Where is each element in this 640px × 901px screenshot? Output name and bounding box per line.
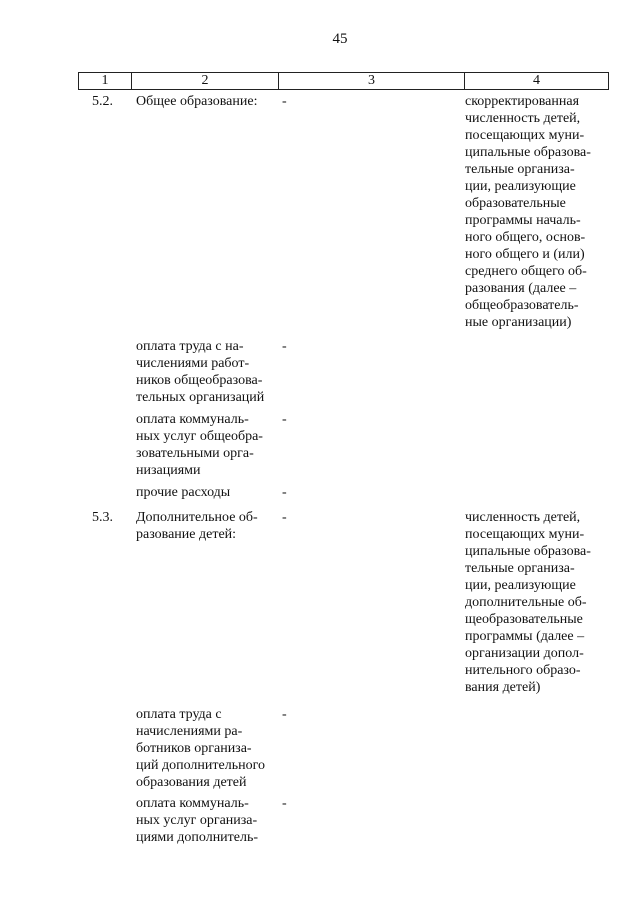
row-note-line: вания детей) — [465, 680, 541, 695]
row-name-line: ников общеобразова- — [136, 373, 263, 388]
row-name — [136, 509, 286, 543]
row-value-dash: - — [282, 339, 287, 354]
row-name-line: числениями работ- — [136, 356, 250, 371]
row-number: 5.3. — [92, 510, 113, 525]
row-note — [465, 93, 615, 331]
row-note-line: нительного образо- — [465, 663, 581, 678]
table-header-row — [78, 72, 609, 90]
row-note-line: разования (далее – — [465, 281, 577, 296]
row-note-line: образовательные — [465, 196, 566, 211]
row-note-line: численность детей, — [465, 111, 581, 126]
row-value-dash: - — [282, 510, 287, 525]
row-name-line: ботников организа- — [136, 741, 252, 756]
row-name-line: прочие расходы — [136, 485, 231, 500]
row-name-line: образования детей — [136, 775, 247, 790]
header-col-1: 1 — [79, 73, 132, 89]
row-name-line: ций дополнительного — [136, 758, 265, 773]
row-note-line: посещающих муни- — [465, 527, 585, 542]
row-note-line: программы началь- — [465, 213, 581, 228]
header-col-2: 2 — [132, 73, 279, 89]
page-number: 45 — [332, 31, 348, 47]
row-name-line: оплата труда с — [136, 707, 222, 722]
row-name-line: оплата коммуналь- — [136, 412, 249, 427]
row-value-dash: - — [282, 707, 287, 722]
header-col-3: 3 — [279, 73, 465, 89]
row-name — [136, 411, 286, 479]
row-note-line: дополнительные об- — [465, 595, 587, 610]
row-note-line: ципальные образова- — [465, 145, 591, 160]
row-name-line: оплата коммуналь- — [136, 796, 249, 811]
row-value-dash: - — [282, 796, 287, 811]
row-note-line: тельные организа- — [465, 561, 575, 576]
row-name-line: оплата труда с на- — [136, 339, 244, 354]
row-name — [136, 795, 286, 846]
row-note-line: скорректированная — [465, 94, 580, 109]
row-name-line: тельных организаций — [136, 390, 265, 405]
row-note-line: ципальные образова- — [465, 544, 591, 559]
row-note-line: общеобразователь- — [465, 298, 579, 313]
row-note-line: ции, реализующие — [465, 179, 576, 194]
row-number: 5.2. — [92, 94, 113, 109]
row-name-line: Общее образование: — [136, 94, 258, 109]
row-note-line: ные организации) — [465, 315, 572, 330]
row-name — [136, 338, 286, 406]
row-note-line: посещающих муни- — [465, 128, 585, 143]
row-name-line: Дополнительное об- — [136, 510, 258, 525]
row-note-line: численность детей, — [465, 510, 581, 525]
row-note-line: тельные организа- — [465, 162, 575, 177]
row-note-line: программы (далее – — [465, 629, 585, 644]
row-name-line: ных услуг общеобра- — [136, 429, 263, 444]
row-value-dash: - — [282, 412, 287, 427]
header-col-4: 4 — [533, 73, 540, 88]
row-name-line: ных услуг организа- — [136, 813, 258, 828]
row-name-line: циями дополнитель- — [136, 830, 259, 845]
row-note-line: организации допол- — [465, 646, 584, 661]
row-name-line: начислениями ра- — [136, 724, 243, 739]
row-name-line: зовательными орга- — [136, 446, 254, 461]
row-value-dash: - — [282, 485, 287, 500]
row-name-line: низациями — [136, 463, 201, 478]
row-name-line: разование детей: — [136, 527, 237, 542]
row-note-line: ного общего, основ- — [465, 230, 586, 245]
row-note-line: ции, реализующие — [465, 578, 576, 593]
row-value-dash: - — [282, 94, 287, 109]
row-name — [136, 706, 286, 791]
row-note-line: среднего общего об- — [465, 264, 587, 279]
row-note — [465, 509, 615, 696]
row-name — [136, 484, 286, 501]
row-note-line: ного общего и (или) — [465, 247, 585, 262]
row-name — [136, 93, 286, 110]
row-note-line: щеобразовательные — [465, 612, 583, 627]
